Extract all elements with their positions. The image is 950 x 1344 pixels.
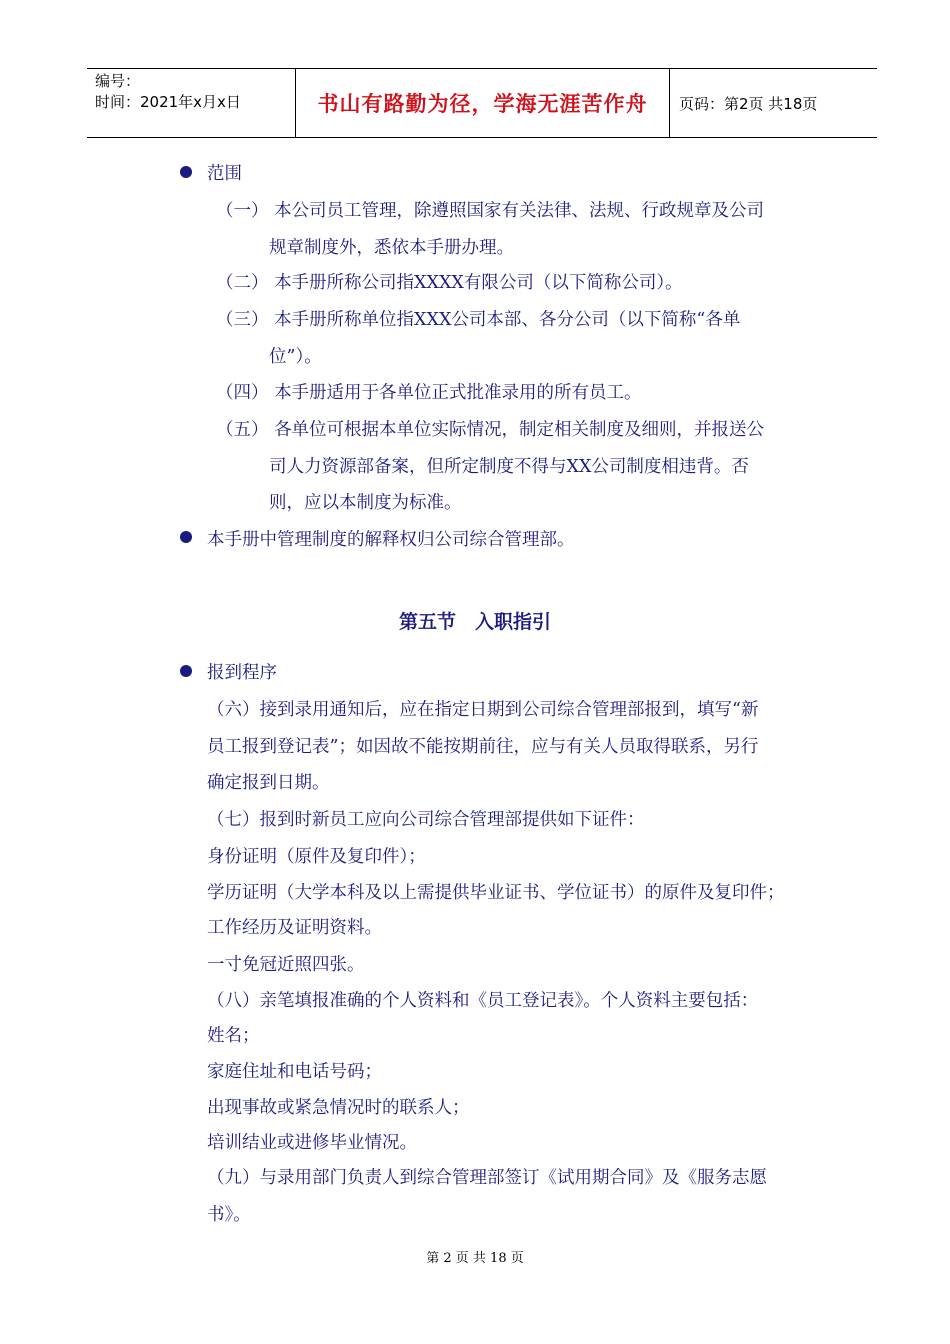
report-line: 培训结业或进修毕业情况。: [207, 1133, 417, 1153]
scope-item: （三） 本手册所称单位指XXX公司本部、各分公司（以下简称“各单: [216, 310, 741, 330]
header-page-number: 页码：第2页 共18页: [679, 94, 818, 113]
interpretation-note: 本手册中管理制度的解释权归公司综合管理部。: [207, 530, 575, 550]
report-line: 学历证明（大学本科及以上需提供毕业证书、学位证书）的原件及复印件；: [207, 883, 785, 903]
page-footer: 第 2 页 共 18 页: [426, 1251, 524, 1266]
scope-item: （二） 本手册所称公司指XXXX有限公司（以下简称公司）。: [216, 273, 683, 293]
scope-item: 司人力资源部备案，但所定制度不得与XX公司制度相违背。否: [269, 457, 749, 477]
header-meta: [87, 69, 296, 137]
scope-item: （四） 本手册适用于各单位正式批准录用的所有员工。: [216, 383, 642, 403]
header-motto: 书山有路勤为径，学海无涯苦作舟: [296, 69, 670, 137]
scope-item: 位”）。: [269, 347, 322, 367]
report-line: （八）亲笔填报准确的个人资料和《员工登记表》。个人资料主要包括：: [207, 991, 759, 1011]
page-header: [87, 68, 877, 138]
report-line: 确定报到日期。: [207, 773, 330, 793]
bullet-icon: [180, 665, 192, 677]
report-line: 员工报到登记表”；如因故不能按期前往，应与有关人员取得联系，另行: [207, 737, 759, 757]
report-line: 姓名；: [207, 1026, 260, 1046]
scope-heading: 范围: [207, 164, 242, 184]
report-line: （九）与录用部门负责人到综合管理部签订《试用期合同》及《服务志愿: [207, 1168, 767, 1188]
report-line: （七）报到时新员工应向公司综合管理部提供如下证件：: [207, 810, 645, 830]
report-line: 出现事故或紧急情况时的联系人；: [207, 1098, 470, 1118]
report-heading: 报到程序: [207, 663, 277, 683]
section-title: 第五节 入职指引: [398, 611, 551, 633]
scope-item: 规章制度外，悉依本手册办理。: [269, 238, 514, 258]
bullet-icon: [180, 166, 192, 178]
bullet-icon: [180, 531, 192, 543]
header-time: 时间：2021年x月x日: [95, 93, 241, 111]
header-number: 编号：: [95, 72, 141, 90]
report-line: 书》。: [207, 1205, 251, 1225]
scope-item: （一） 本公司员工管理，除遵照国家有关法律、法规、行政规章及公司: [216, 201, 765, 221]
scope-item: （五） 各单位可根据本单位实际情况，制定相关制度及细则，并报送公: [216, 420, 765, 440]
report-line: 一寸免冠近照四张。: [207, 955, 365, 975]
scope-item: 则，应以本制度为标准。: [269, 493, 462, 513]
report-line: （六）接到录用通知后，应在指定日期到公司综合管理部报到，填写“新: [207, 700, 759, 720]
report-line: 身份证明（原件及复印件）；: [207, 847, 426, 867]
report-line: 工作经历及证明资料。: [207, 918, 382, 938]
report-line: 家庭住址和电话号码；: [207, 1062, 382, 1082]
